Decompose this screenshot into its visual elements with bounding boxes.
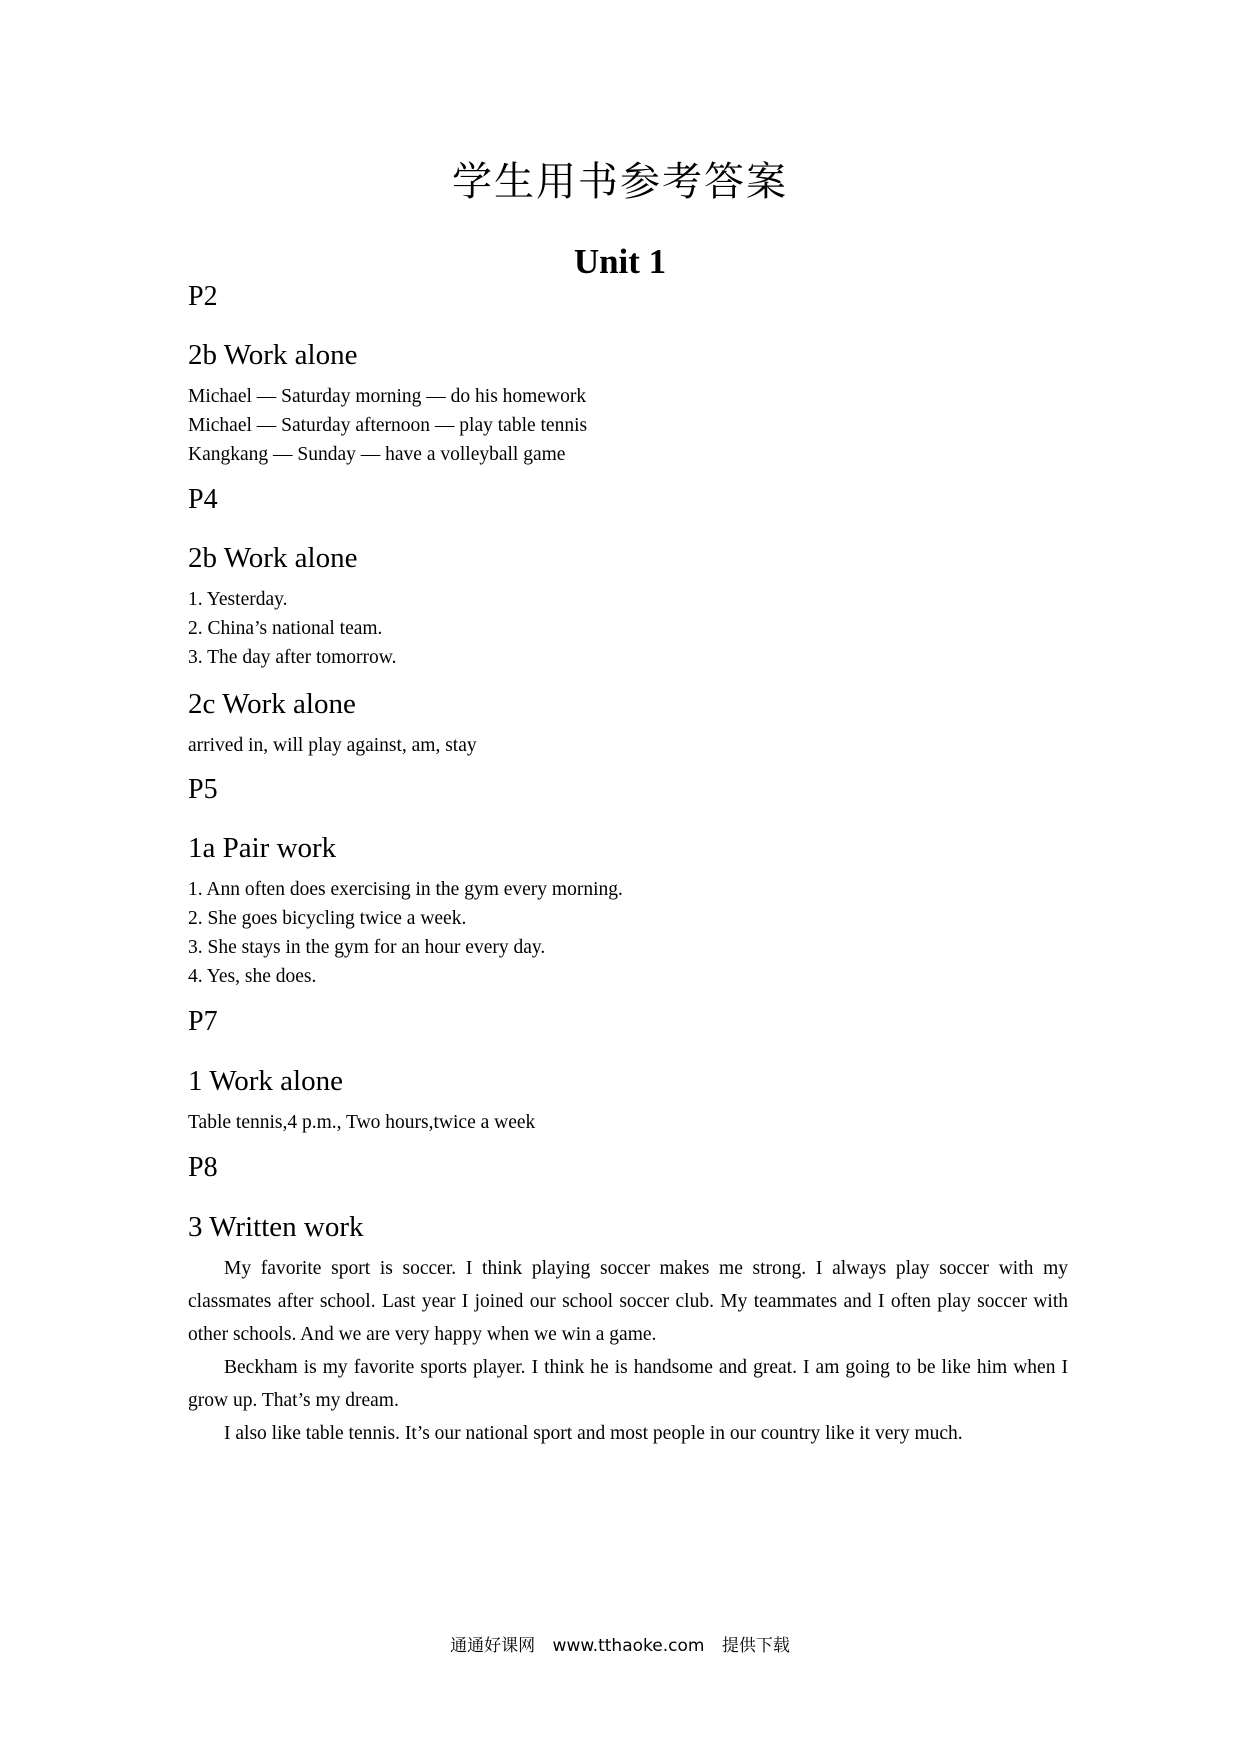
answer-line: 2. China’s national team. [188, 618, 383, 639]
answer-line: Michael — Saturday morning — do his homework [188, 386, 587, 407]
section-heading-p8-3: 3 Written work [188, 1211, 364, 1243]
footer-note: 提供下载 [721, 1636, 790, 1656]
answer-line: 3. She stays in the gym for an hour every day. [188, 937, 546, 958]
page-title: 学生用书参考答案 [452, 159, 788, 205]
answer-line: Kangkang — Sunday — have a volleyball game [188, 444, 566, 465]
section-heading-p4-2c: 2c Work alone [188, 688, 356, 720]
answer-line: 3. The day after tomorrow. [188, 647, 397, 668]
page-label-p5: P5 [188, 774, 218, 805]
section-heading-p5-1a: 1a Pair work [188, 832, 337, 864]
answer-line: Michael — Saturday afternoon — play table tennis [188, 415, 588, 436]
answer-line: Table tennis,4 p.m., Two hours,twice a week [188, 1112, 536, 1133]
footer-site-name: 通通好课网 [450, 1636, 536, 1656]
page-label-p7: P7 [188, 1006, 218, 1037]
answer-line: 1. Yesterday. [188, 589, 288, 610]
answer-line: 4. Yes, she does. [188, 966, 317, 987]
unit-heading: Unit 1 [573, 242, 667, 281]
essay-paragraph: I also like table tennis. It’s our national sport and most people in our country like it very much. [224, 1423, 963, 1444]
essay-paragraph: Beckham is my favorite sports player. I think he is handsome and great. I am going to be like him when I grow up. That’s my dream. [188, 1357, 1068, 1411]
page-label-p2: P2 [188, 281, 218, 312]
answer-line: arrived in, will play against, am, stay [188, 735, 477, 756]
page-label-p8: P8 [188, 1152, 218, 1183]
section-heading-p4-2b: 2b Work alone [188, 542, 358, 574]
answer-line: 2. She goes bicycling twice a week. [188, 908, 467, 929]
section-heading-p2-2b: 2b Work alone [188, 339, 358, 371]
essay-paragraph: My favorite sport is soccer. I think playing soccer makes me strong. I always play soccer with my classmates after school. Last year I joined our school soccer club. My teammates and I often play soccer with other schools. And we are very happy when we win a game. [188, 1258, 1068, 1345]
page-label-p4: P4 [188, 484, 218, 515]
section-heading-p7-1: 1 Work alone [188, 1065, 343, 1097]
answer-line: 1. Ann often does exercising in the gym every morning. [188, 879, 623, 900]
page-footer [0, 1631, 1240, 1656]
footer-url: www.tthaoke.com [552, 1636, 705, 1656]
